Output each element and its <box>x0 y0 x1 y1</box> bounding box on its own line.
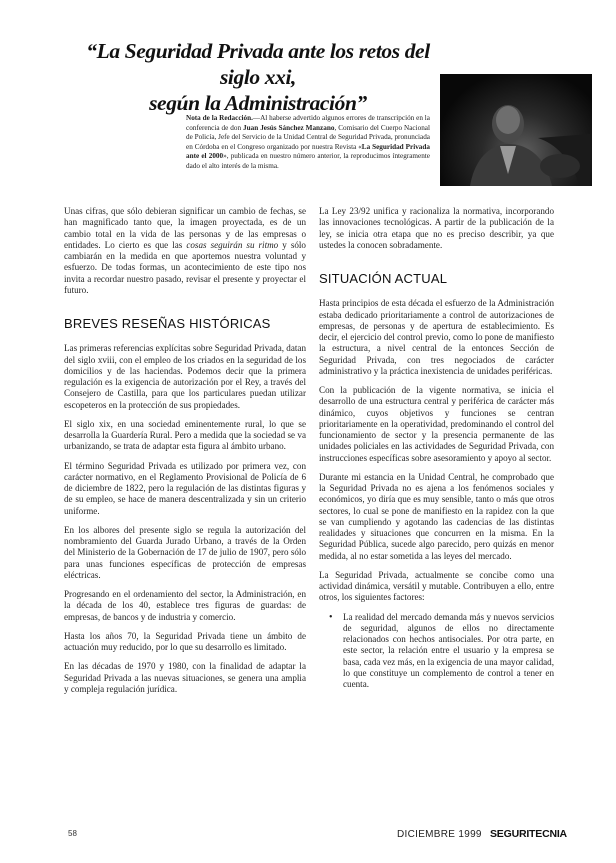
left-column <box>64 206 306 703</box>
note-text-b: , Comisario del Cuerpo Nacional de Policía, Jefe del Servicio de la Unidad Central de Seguridad Privada, pronunciada en Córdoba en el Congreso organizado por nuestra Revista « <box>186 123 430 151</box>
note-text-c: », publicada en nuestro número anterior, la reproducimos íntegramente dado el alto interés de la misma. <box>186 152 430 170</box>
law-paragraph: La Ley 23/92 unifica y racionaliza la normativa, incorporando las innovaciones tecnológicas. A partir de la publicación de la ley, se inicia otra etapa que no es preciso describir, ya que ustedes la conocen sobradamente. <box>319 206 554 250</box>
history-paragraph: Hasta los años 70, la Seguridad Privada tiene un ámbito de actuación muy reducido, por lo que su desarrollo es limitado. <box>64 630 306 652</box>
note-text-a: —Al haberse advertido algunos errores de transcripción en la conferencia de don <box>186 114 430 132</box>
history-paragraph: En las décadas de 1970 y 1980, con la finalidad de adaptar la Seguridad Privada a las nuevas situaciones, se genera una amplia y compleja regulación jurídica. <box>64 661 306 694</box>
intro-paragraph <box>64 206 306 296</box>
page-number: 58 <box>68 829 77 838</box>
section-heading-history: BREVES RESEÑAS HISTÓRICAS <box>64 316 271 331</box>
title-line-2: según la Administración” <box>149 91 367 115</box>
bullet-text: La realidad del mercado demanda más y nuevos servicios de seguridad, algunos de ellos no directamente relacionados con hechos antisociales. Por otra parte, en este sector, la relación entre el usuario y la empresa se basa, cada vez más, en la exigencia de una mayor calidad, lo que constituye un complemento de control a tener en cuenta. <box>343 611 554 689</box>
speaker-photo <box>440 74 592 186</box>
note-label: Nota de la Redacción. <box>186 114 253 122</box>
current-paragraph: La Seguridad Privada, actualmente se concibe como una actividad dinámica, versátil y mutable. Contribuyen a ello, entre otros, los siguientes factores: <box>319 569 554 603</box>
note-speaker: Juan Jesús Sánchez Manzano <box>243 123 335 132</box>
note-event: La Seguridad Privada ante el 2000 <box>186 142 430 161</box>
speaker-photo-graphic <box>440 74 592 186</box>
bullet-item <box>329 612 554 691</box>
magazine-name: SEGURITECNIA <box>490 828 567 840</box>
intro-text-b: y sólo cambiarán en la medida en que aportemos nuestra voluntad y esfuerzo. De todas formas, un acontecimiento de este tipo nos invita a recordar nuestro pasado, revisar el presente y proyectar el futuro. <box>64 239 306 295</box>
history-paragraph: El término Seguridad Privada es utilizado por primera vez, con carácter normativo, en el Reglamento Provisional de Policía de 6 de diciembre de 1822, pero la regulación de las distintas figuras y de su empleo, se hace de manera descentralizada y sin un criterio uniforme. <box>64 460 306 516</box>
history-paragraph: Las primeras referencias explícitas sobre Seguridad Privada, datan del siglo xviii, con el empleo de los criados en la seguridad de los domicilios y de las haciendas. Podemos decir que la primera regulación es la exigencia de autorización por el Rey, a través del Consejero de Castilla, para que los particulares puedan utilizar escopeteros en la protección de sus propiedades. <box>64 343 306 410</box>
issue-date: DICIEMBRE 1999 <box>397 829 482 840</box>
right-column <box>319 206 554 690</box>
editor-note <box>186 114 430 172</box>
article-title <box>78 38 438 116</box>
page-footer <box>0 829 616 843</box>
history-paragraph: El siglo xix, en una sociedad eminentemente rural, lo que se desarrolla la Guardería Rural. Pero a medida que la sociedad se va urbanizando, se trata de adaptar esta figura al ámbito urbano. <box>64 418 306 452</box>
intro-text-a: Unas cifras, que sólo debieran significar un cambio de fechas, se han magnificado tanto que, la imagen proyectada, es de un cambio total en la vida de las personas y de las empresas o entidades. Lo cierto es que las <box>64 206 306 250</box>
section-heading-current: SITUACIÓN ACTUAL <box>319 271 448 286</box>
current-paragraph: Durante mi estancia en la Unidad Central, he comprobado que la Seguridad Privada no es ajena a los fenómenos sociales y económicos, yo diría que es muy sensible, tanto o más que otros sectores, lo cual se pone de manifiesto en la rapidez con la que se van cumpliendo y agotando las cadencias de las distintas realidades y situaciones que concurren en la misma. En la Seguridad Pública, sucede algo parecido, pero quizás en menor medida, al no estar sometida a las leyes del mercado. <box>319 471 554 561</box>
intro-emphasis: cosas seguirán su ritmo <box>186 239 279 250</box>
history-paragraph: En los albores del presente siglo se regula la autorización del nombramiento del Guarda Jurado Urbano, a través de la Orden del Ministerio de la Gobernación de 17 de julio de 1907, pero sólo para unas funciones específicas de protección de empresas eléctricas. <box>64 524 306 580</box>
current-paragraph: Hasta principios de esta década el esfuerzo de la Administración estaba dedicado prioritariamente a control de autorizaciones de empresas, de personas y de apertura de establecimiento. Es decir, el ejercicio del control previo, como lo pone de manifiesto la estructura, a nivel central de la entonces Sección de Seguridad Privada, con tres negociados de carácter administrativo y la práctica inexistencia de unidades periféricas. <box>319 298 554 376</box>
history-paragraph: Progresando en el ordenamiento del sector, la Administración, en la década de los 40, establece tres figuras de guardas: de empresas, de bancos y de industria y comercio. <box>64 589 306 622</box>
current-paragraph: Con la publicación de la vigente normativa, se inicia el desarrollo de una estructura central y periférica de carácter más dinámico, cuyos objetivos y funciones se centran prioritariamente en la operatividad, predominando el control del funcionamiento de sector y la presencia permanente de las unidades policiales en las actividades de Seguridad Privada, con instrucciones específicas sobre asesoramiento y apoyo al sector. <box>319 385 554 463</box>
title-line-1: “La Seguridad Privada ante los retos del siglo xxi, <box>86 39 430 89</box>
bullet-icon: • <box>329 611 333 623</box>
